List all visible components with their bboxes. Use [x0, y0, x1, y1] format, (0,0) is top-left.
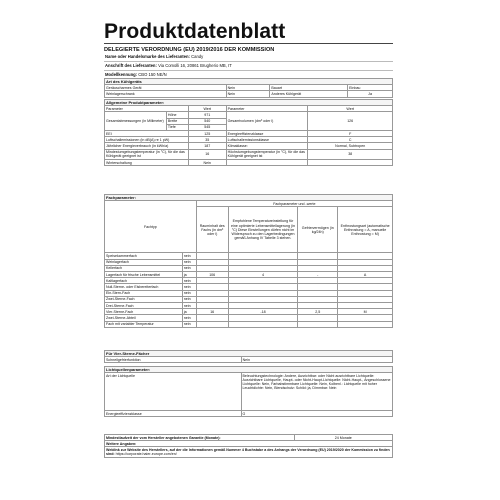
cell: Zwei-Sterne-Fach: [105, 296, 183, 302]
cell: 125: [188, 131, 226, 137]
cell: Ein-Stern-Fach: [105, 290, 183, 296]
supplier-name: Candy: [191, 54, 204, 59]
web-link-text: Weblink zur Website des Herstellers, auf der die Informationen gemäß Nummer 4 Buchstabe a des Anhangs der Verordnung (EU) 2019/2020 der Kommission zu finden sind:: [106, 447, 390, 457]
cell: 16: [188, 149, 226, 159]
cell: Normal, Subtropen: [308, 143, 393, 149]
lighting-table: [104, 366, 393, 417]
cell: C: [308, 137, 393, 143]
table-row: [105, 149, 393, 159]
cell: Weitere Angaben:: [105, 441, 393, 447]
device-type-table: [104, 78, 393, 98]
cell: Empfohlene Temperatureinstellung für eine optimierte Lebensmittellagerung (in °C) Diese Einstellungen dürfen nicht im Widerspruch zu den Lagerbedingungen gemäß Anhang IV Tabelle 3 stehen.: [228, 207, 298, 253]
cell: Winterschaltung: [105, 160, 189, 166]
cell: Kellerfach: [105, 265, 183, 271]
compartments-header: Fachparameter:: [105, 195, 393, 201]
cell: 126: [308, 112, 393, 131]
cell: nein: [182, 284, 196, 290]
cell: 187: [188, 143, 226, 149]
cell: Nein: [241, 357, 392, 363]
cell: Jährlicher Energieverbrauch (in kWh/a): [105, 143, 189, 149]
cell: Ja: [348, 91, 393, 97]
cell: Einbau: [348, 85, 393, 91]
cell: Bauart: [270, 85, 348, 91]
cell: Mindestumgebungstemperatur (in °C), für die das Kühlgerät geeignet ist: [105, 149, 189, 159]
cell: Energieeffizienzklasse: [226, 131, 308, 137]
table-row: [105, 447, 393, 457]
model-label: Modellkennung:: [105, 72, 138, 77]
regulation-title: DELEGIERTE VERORDNUNG (EU) 2019/2016 DER KOMMISSION: [104, 47, 275, 53]
four-star-header: Für Vier-Sterne-Fächer: [105, 351, 393, 357]
cell: Zwei-Sterne-Abteil: [105, 315, 183, 321]
cell: Gesamtvolumen (dm³ oder l): [226, 112, 308, 131]
cell: [308, 160, 393, 166]
cell: Luftschallemissionen (in dB(A) re 1 pW): [105, 137, 189, 143]
document-title: Produktdatenblatt: [104, 20, 286, 43]
cell: F: [308, 131, 393, 137]
cell: [105, 447, 393, 457]
cell: 2,5: [298, 309, 338, 315]
lighting-header: Lichtquellenparameter:: [105, 367, 393, 373]
table-row: [105, 411, 393, 417]
cell: A: [338, 272, 393, 278]
supplier-name-row: [104, 53, 393, 62]
web-link-url[interactable]: https://corporate.haier-europe.com/en/: [115, 452, 177, 457]
cell: nein: [182, 253, 196, 259]
cell: [338, 321, 393, 327]
cell: 35: [188, 137, 226, 143]
model-id: CBO 150 NE/N: [138, 72, 167, 77]
cell: nein: [182, 290, 196, 296]
cell: Fach mit variabler Temperatur: [105, 321, 183, 327]
cell: Rauminhalt des Fachs (in dm³ oder l): [196, 207, 228, 253]
supplier-address: Via Comolli 16, 20861 Brugherio MB, IT: [158, 63, 232, 68]
cell: Nein: [226, 91, 270, 97]
cell: Luftschallemissionsklasse: [226, 137, 308, 143]
table-row: [105, 373, 393, 411]
cell: Lagerfach für frische Lebensmittel: [105, 272, 183, 278]
cell: nein: [182, 296, 196, 302]
four-star-table: [104, 350, 393, 363]
cell: [298, 321, 338, 327]
cell: Null-Sterne- oder Eisbereiterfach: [105, 284, 183, 290]
cell: Nein: [188, 160, 226, 166]
supplier-address-label: Anschrift des Lieferanten:: [105, 63, 157, 68]
cell: 540: [188, 118, 226, 124]
cell: 971: [188, 112, 226, 118]
cell: Anderes Kühlgerät: [270, 91, 348, 97]
cell: Fachtyp: [105, 201, 197, 253]
title-rule: [104, 43, 393, 44]
cell: nein: [182, 321, 196, 327]
supplier-address-row: [104, 62, 393, 71]
cell: Parameter: [105, 106, 189, 112]
device-type-header: Art des Kühlgeräts: [105, 79, 393, 85]
general-header: Allgemeine Produktparameter:: [105, 100, 393, 106]
cell: Weinlagerfach: [105, 259, 183, 265]
cell: Parameter: [226, 106, 308, 112]
cell: Kaltlagerfach: [105, 278, 183, 284]
cell: Drei-Sterne-Fach: [105, 303, 183, 309]
cell: ja: [182, 272, 196, 278]
cell: Nein: [226, 85, 270, 91]
cell: Speisekammerfach: [105, 253, 183, 259]
cell: 106: [196, 272, 228, 278]
cell: Wert: [308, 106, 393, 112]
cell: M: [338, 309, 393, 315]
cell: 16: [196, 309, 228, 315]
cell: EEI: [105, 131, 189, 137]
table-row: [105, 112, 393, 118]
table-row: [105, 160, 393, 166]
cell: Höchstumgebungstemperatur (in °C), für die das Kühlgerät geeignet ist: [226, 149, 308, 159]
cell: 4: [228, 272, 298, 278]
cell: Gesamtabmessungen (in Millimeter): [105, 112, 167, 131]
cell: 38: [308, 149, 393, 159]
cell: Tiefe: [166, 124, 188, 130]
cell: Energieeffizienzklasse: [105, 411, 242, 417]
cell: 24 Monate: [294, 435, 392, 441]
cell: nein: [182, 303, 196, 309]
cell: Enthrostungsart (automatische Enthrostung = A, manuelle Enthrostung = M): [338, 207, 393, 253]
cell: Höhe: [166, 112, 188, 118]
table-row: [105, 321, 393, 327]
supplier-block: [104, 53, 393, 80]
cell: Geräuscharmes Gerät: [105, 85, 227, 91]
cell: G: [241, 411, 392, 417]
cell: Beleuchtungstechnologie: Andere, Ausrichtbar: oder Nicht ausrichtbare Lichtquelle: Ausrichtbare Lichtquelle, Haupt- oder Nicht-Haupt-Lichtquelle: Nicht-Haupt-, Angeschlossene Lichtquelle: Nein, Farbabstimmbare Lichtquelle: Nein, Kolbenl.: Lichtquelle mit hoher Leuchtdichte: Nein, Blendschutz: Schild: ja, Dimmbar: Nein: [241, 373, 392, 411]
table-row: [105, 357, 393, 363]
cell: Art der Lichtquelle: [105, 373, 242, 411]
table-row: [105, 91, 393, 97]
cell: [196, 321, 228, 327]
general-parameters-table: [104, 99, 393, 166]
cell: Breite: [166, 118, 188, 124]
compartment-rows: [105, 253, 393, 327]
cell: Klimaklasse:: [226, 143, 308, 149]
cell: [226, 160, 308, 166]
compartment-parameters-table: [104, 194, 393, 328]
cell: Vier-Sterne-Fach: [105, 309, 183, 315]
cell: -: [298, 272, 338, 278]
cell: -18: [228, 309, 298, 315]
cell: Schnellgefrierfunktion: [105, 357, 242, 363]
supplier-name-label: Name oder Handelsmarke des Lieferanten:: [105, 54, 190, 59]
footer-table: [104, 434, 393, 458]
cell: nein: [182, 259, 196, 265]
cell: ja: [182, 309, 196, 315]
cell: Mindestlaufzeit der vom Hersteller angebotenen Garantie (Monate):: [105, 435, 295, 441]
cell: nein: [182, 278, 196, 284]
cell: nein: [182, 265, 196, 271]
cell: Wert: [188, 106, 226, 112]
cell: [228, 321, 298, 327]
cell: Gefriervermögen (in kg/24h): [298, 207, 338, 253]
cell: Fachparameter und -werte: [196, 201, 392, 207]
cell: Weinlagerschrank: [105, 91, 227, 97]
cell: 545: [188, 124, 226, 130]
cell: nein: [182, 315, 196, 321]
